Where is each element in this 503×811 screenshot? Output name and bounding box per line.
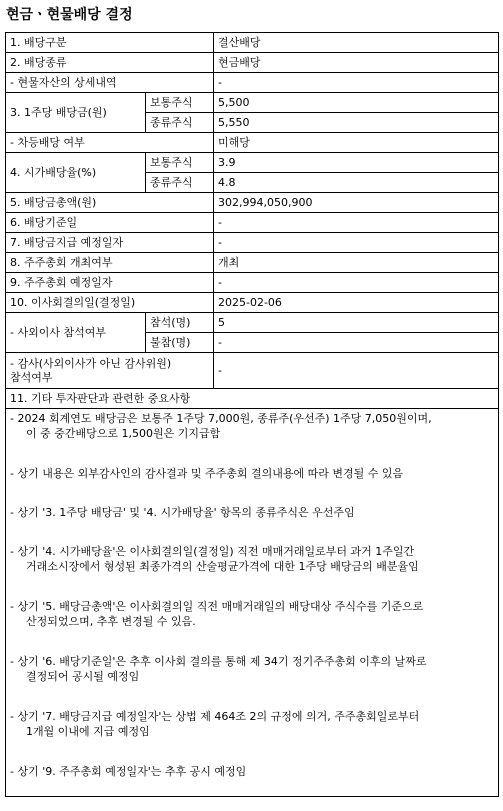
note-line-continued: 산정되었으며, 추후 변경될 수 있음. [26,615,196,628]
row-value: - [214,233,499,253]
row-value: - [214,333,499,353]
row-agm-date [6,273,499,293]
row-value: 4.8 [214,173,499,193]
row-label-line2: 참석여부 [10,370,53,384]
row-value: - [214,213,499,233]
row-outside-directors-present [6,313,499,333]
row-label: 1. 배당구분 [6,33,214,53]
note-item [10,505,494,520]
sub-label-preferred: 종류주식 [146,113,214,133]
row-label: - 사외이사 참석여부 [6,313,146,353]
dividend-disclosure-table [5,32,499,797]
row-label: - 현물자산의 상세내역 [6,73,214,93]
row-dividend-type [6,33,499,53]
row-label: 2. 배당종류 [6,53,214,73]
row-value: - [214,73,499,93]
row-payment-date [6,233,499,253]
note-item [10,544,494,574]
row-total-dividend [6,193,499,213]
row-label: 3. 1주당 배당금(원) [6,93,146,133]
row-value: 개최 [214,253,499,273]
row-in-kind-details [6,73,499,93]
row-other-matters [6,389,499,409]
row-value: 302,994,050,900 [214,193,499,213]
note-item [10,764,494,779]
notes-cell [6,409,499,797]
row-label: 10. 이사회결의일(결정일) [6,293,214,313]
row-label: - 차등배당 여부 [6,133,214,153]
row-value: 2025-02-06 [214,293,499,313]
note-line-continued: 1개월 이내에 지급 예정임 [26,725,150,738]
sub-label-absent: 불참(명) [146,333,214,353]
row-value: - [214,273,499,293]
row-label: 11. 기타 투자판단과 관련한 중요사항 [6,389,499,409]
page-title: 현금ㆍ현물배당 결정 [6,7,133,23]
row-label: 7. 배당금지급 예정일자 [6,233,214,253]
row-label: 5. 배당금총액(원) [6,193,214,213]
note-line: - 상기 '4. 시가배당율'은 이사회결의일(결정일) 직전 매매거래일로부터 과거 1주일간 [10,545,415,558]
row-board-resolution-date [6,293,499,313]
row-value: 현금배당 [214,53,499,73]
row-notes [6,409,499,797]
row-label: 4. 시가배당율(%) [6,153,146,193]
row-label: 6. 배당기준일 [6,213,214,233]
note-item [10,466,494,481]
row-value: 3.9 [214,153,499,173]
note-item [10,411,494,441]
row-value: 5,550 [214,113,499,133]
row-label [6,353,214,389]
note-item [10,709,494,739]
row-value: 5 [214,313,499,333]
note-line-continued: 결정되어 공시될 예정임 [26,670,140,683]
sub-label-common: 보통주식 [146,153,214,173]
row-auditor-attendance [6,353,499,389]
row-differential-dividend [6,133,499,153]
row-dps-common [6,93,499,113]
sub-label-common: 보통주식 [146,93,214,113]
note-line-continued: 이 중 중간배당으로 1,500원은 기지급함 [26,427,221,440]
note-line: - 상기 '6. 배당기준일'은 추후 이사회 결의를 통해 제 34기 정기주주총회 이후의 날짜로 [10,655,427,668]
row-yield-common [6,153,499,173]
row-value: - [214,353,499,389]
row-dividend-kind [6,53,499,73]
note-line-continued: 거래소시장에서 형성된 최종가격의 산술평균가격에 대한 1주당 배당금의 배분율임 [26,560,419,573]
row-label: 8. 주주총회 개최여부 [6,253,214,273]
row-agm-held [6,253,499,273]
sub-label-present: 참석(명) [146,313,214,333]
note-line: - 상기 내용은 외부감사인의 감사결과 및 주주총회 결의내용에 따라 변경될 수 있음 [10,467,404,480]
row-label: 9. 주주총회 예정일자 [6,273,214,293]
row-value: 미해당 [214,133,499,153]
note-line: - 상기 '7. 배당금지급 예정일자'는 상법 제 464조 2의 규정에 의거, 주주총회일로부터 [10,710,420,723]
note-item [10,654,494,684]
note-item [10,599,494,629]
note-line: - 상기 '3. 1주당 배당금' 및 '4. 시가배당율' 항목의 종류주식은 우선주임 [10,506,355,519]
note-line: - 2024 회계연도 배당금은 보통주 1주당 7,000원, 종류주(우선주) 1주당 7,050원이며, [10,412,432,425]
row-value: 결산배당 [214,33,499,53]
row-label-line1: - 감사(사외이사가 아닌 감사위원) [10,356,172,370]
note-line: - 상기 '9. 주주총회 예정일자'는 추후 공시 예정임 [10,765,247,778]
sub-label-preferred: 종류주식 [146,173,214,193]
note-line: - 상기 '5. 배당금총액'은 이사회결의일 직전 매매거래일의 배당대상 주식수를 기준으로 [10,600,424,613]
row-record-date [6,213,499,233]
row-value: 5,500 [214,93,499,113]
